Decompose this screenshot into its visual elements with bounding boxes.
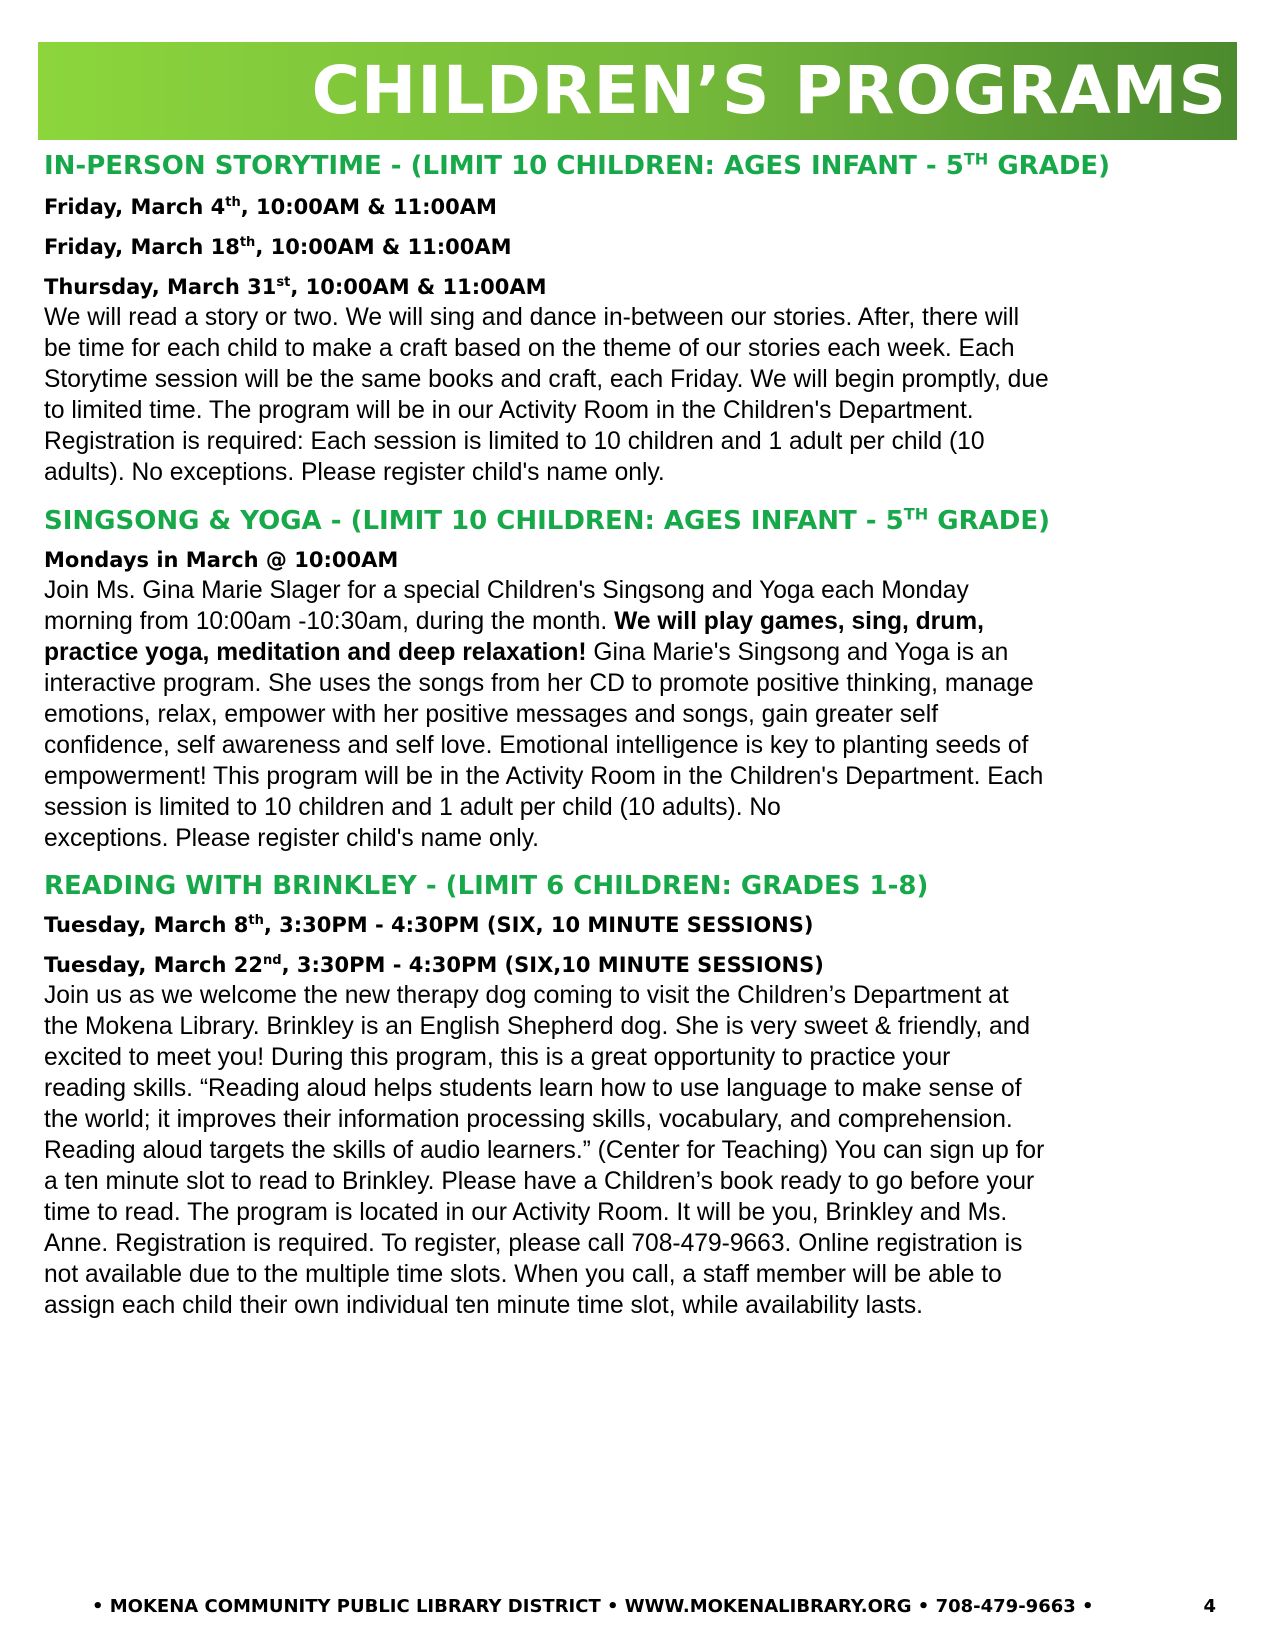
section-reading-with-brinkley <box>44 868 1234 1321</box>
text-line: session is limited to 10 children and 1 adult per child (10 adults). No <box>44 794 781 821</box>
text-line: not available due to the multiple time slots. When you call, a staff member will be able to <box>44 1261 1002 1288</box>
text-line: reading skills. “Reading aloud helps students learn how to use language to make sense of <box>44 1075 1022 1102</box>
text-line: empowerment! This program will be in the Activity Room in the Children's Department. Each <box>44 763 1044 790</box>
event-date: Mondays in March @ 10:00AM <box>44 548 399 572</box>
page-title: CHILDREN’S PROGRAMS <box>311 52 1227 129</box>
event-date: Friday, March 18th, 10:00AM & 11:00AM <box>44 235 512 259</box>
section-storytime <box>44 148 1234 488</box>
text-line: Registration is required: Each session is limited to 10 children and 1 adult per child (10 <box>44 428 985 455</box>
page-number: 4 <box>1203 1596 1216 1617</box>
text-line: Join us as we welcome the new therapy dog coming to visit the Children’s Department at <box>44 982 1009 1009</box>
section-heading: IN-PERSON STORYTIME - (LIMIT 10 CHILDREN: AGES INFANT - 5TH GRADE) <box>44 149 1111 181</box>
text-line: We will read a story or two. We will sing and dance in-between our stories. After, there will <box>44 304 1020 331</box>
text-line: the Mokena Library. Brinkley is an English Shepherd dog. She is very sweet & friendly, and <box>44 1013 1031 1040</box>
footer-contact: • MOKENA COMMUNITY PUBLIC LIBRARY DISTRICT • WWW.MOKENALIBRARY.ORG • 708-479-9663 • <box>92 1596 1094 1617</box>
text-line: emotions, relax, empower with her positive messages and songs, gain greater self <box>44 701 939 728</box>
text-line: Storytime session will be the same books and craft, each Friday. We will begin promptly, due <box>44 366 1049 393</box>
text-line: adults). No exceptions. Please register child's name only. <box>44 459 665 486</box>
text-line: be time for each child to make a craft based on the theme of our stories each week. Each <box>44 335 1015 362</box>
text-line: morning from 10:00am -10:30am, during the month. We will play games, sing, drum, <box>44 608 984 635</box>
text-line: Anne. Registration is required. To register, please call 708-479-9663. Online registration is <box>44 1230 1023 1257</box>
section-description <box>44 980 1234 1321</box>
section-heading: READING WITH BRINKLEY - (LIMIT 6 CHILDREN: GRADES 1-8) <box>44 871 929 901</box>
text-line: Reading aloud targets the skills of audio learners.” (Center for Teaching) You can sign up for <box>44 1137 1045 1164</box>
text-line: the world; it improves their information processing skills, vocabulary, and comprehension. <box>44 1106 1013 1133</box>
text-line: excited to meet you! During this program, this is a great opportunity to practice your <box>44 1044 951 1071</box>
section-heading: SINGSONG & YOGA - (LIMIT 10 CHILDREN: AGES INFANT - 5TH GRADE) <box>44 504 1050 536</box>
section-singsong-yoga <box>44 503 1234 854</box>
section-description <box>44 302 1234 488</box>
text-line: interactive program. She uses the songs from her CD to promote positive thinking, manage <box>44 670 1034 697</box>
section-description <box>44 575 1234 854</box>
text-line: a ten minute slot to read to Brinkley. Please have a Children’s book ready to go before your <box>44 1168 1035 1195</box>
text-line: assign each child their own individual ten minute time slot, while availability lasts. <box>44 1292 923 1319</box>
event-date: Tuesday, March 22nd, 3:30PM - 4:30PM (SIX,10 MINUTE SESSIONS) <box>44 953 824 977</box>
text-line: time to read. The program is located in our Activity Room. It will be you, Brinkley and Ms. <box>44 1199 1008 1226</box>
text-line: confidence, self awareness and self love. Emotional intelligence is key to planting seeds of <box>44 732 1029 759</box>
text-line: Join Ms. Gina Marie Slager for a special Children's Singsong and Yoga each Monday <box>44 577 969 604</box>
title-banner <box>38 42 1237 140</box>
text-line: exceptions. Please register child's name only. <box>44 825 539 852</box>
text-line: practice yoga, meditation and deep relaxation! Gina Marie's Singsong and Yoga is an <box>44 639 1009 666</box>
event-date: Thursday, March 31st, 10:00AM & 11:00AM <box>44 275 547 299</box>
event-date: Friday, March 4th, 10:00AM & 11:00AM <box>44 195 497 219</box>
page-footer <box>92 1594 1232 1620</box>
text-line: to limited time. The program will be in our Activity Room in the Children's Department. <box>44 397 974 424</box>
event-date: Tuesday, March 8th, 3:30PM - 4:30PM (SIX, 10 MINUTE SESSIONS) <box>44 913 814 937</box>
